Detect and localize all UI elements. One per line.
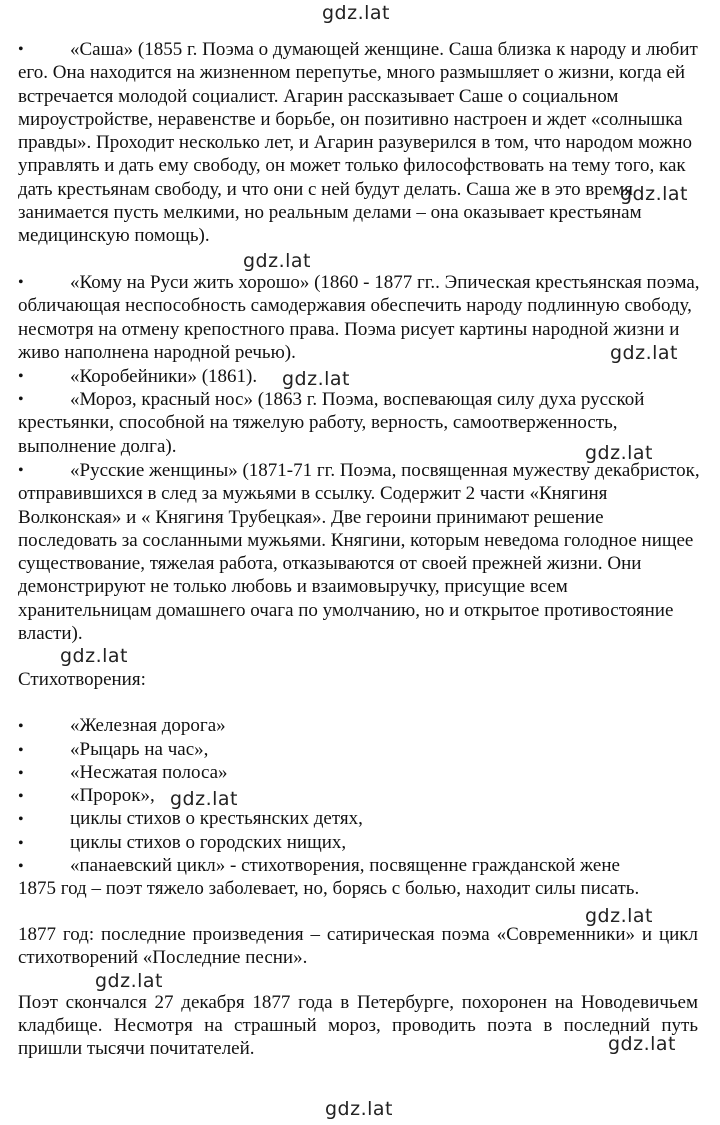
watermark: gdz.lat	[243, 250, 312, 272]
watermark: gdz.lat	[95, 970, 164, 992]
bullet-icon: •	[18, 811, 24, 828]
list-item-text: «Кому на Руси жить хорошо» (1860 - 1877 гг.. Эпическая крестьянская поэма, обличающая неспособность самодержавия обеспечить народу подлинную свободу, несмотря на отмену крепостного права. Поэма рисует картины народной жизни и живо наполнена народной речью).	[18, 272, 700, 363]
list-item-text: циклы стихов о крестьянских детях,	[70, 808, 363, 829]
paragraph: 1875 год – поэт тяжело заболевает, но, борясь с болью, находит силы писать.	[18, 878, 640, 899]
watermark: gdz.lat	[585, 442, 654, 464]
bullet-icon: •	[18, 788, 24, 805]
list-item	[18, 784, 155, 808]
bullet-icon: •	[18, 858, 24, 875]
list-item	[18, 761, 228, 785]
watermark: gdz.lat	[170, 788, 239, 810]
list-item-text: «панаевский цикл» - стихотворения, посвященне гражданской жене	[70, 855, 620, 876]
bullet-icon: •	[18, 41, 24, 58]
list-item	[18, 831, 346, 855]
watermark: gdz.lat	[322, 2, 391, 24]
list-item	[18, 38, 700, 248]
watermark: gdz.lat	[620, 183, 689, 205]
list-item	[18, 459, 700, 645]
list-item-text: «Русские женщины» (1871-71 гг. Поэма, посвященная мужеству декабристок, отправившихся в след за мужьями в ссылку. Содержит 2 части «Княгиня Волконская» и « Княгиня Трубецкая». Две героини принимают решение последовать за сосланными мужьями. Княгини, которым неведома голодное нищее существование, тяжелая работа, отказываются от своей прежней жизни. Они демонстрируют не только любовь и взаимовыручку, присущие всем хранительницам домашнего очага по умолчанию, но и открытое противостояние власти).	[18, 460, 700, 645]
list-item	[18, 854, 620, 878]
list-item-text: «Саша» (1855 г. Поэма о думающей женщине. Саша близка к народу и любит его. Она находится на жизненном перепутье, много размышляет о жизни, когда ей встречается молодой социалист. Агарин рассказывает Саше о социальном мироустройстве, неравенстве и борьбе, он позитивно настроен и ждет «солнышка правды». Проходит несколько лет, и Агарин разуверился в том, что народом можно управлять и дать ему свободу, он может только философствовать на тему того, как дать крестьянам свободу, и что они с ней будут делать. Саша же в это время занимается пусть мелкими, но реальным делами – она оказывает крестьянам медицинскую помощь).	[18, 39, 698, 247]
bullet-icon: •	[18, 274, 24, 291]
list-item-text: «Коробейники» (1861).	[70, 366, 258, 387]
watermark: gdz.lat	[325, 1098, 394, 1120]
bullet-icon: •	[18, 835, 24, 852]
list-item	[18, 388, 700, 458]
list-item-text: циклы стихов о городских нищих,	[70, 832, 347, 853]
bullet-icon: •	[18, 765, 24, 782]
paragraph: 1877 год: последние произведения – сатирическая поэма «Современники» и цикл стихотворений «Последние песни».	[18, 924, 698, 968]
bullet-icon: •	[18, 462, 24, 479]
list-item-text: «Несжатая полоса»	[70, 762, 228, 783]
list-item-text: «Мороз, красный нос» (1863 г. Поэма, воспевающая силу духа русской крестьянки, способной на тяжелую работу, верность, самоотверженность, выполнение долга).	[18, 389, 645, 457]
section-heading: Стихотворения:	[18, 669, 146, 690]
bullet-icon: •	[18, 391, 24, 408]
bullet-icon: •	[18, 742, 24, 759]
list-item	[18, 807, 363, 831]
paragraph: Поэт скончался 27 декабря 1877 года в Петербурге, похоронен на Новодевичьем кладбище. Несмотря на страшный мороз, проводить поэта в последний путь пришли тысячи почитателей.	[18, 992, 698, 1059]
bullet-icon: •	[18, 368, 24, 385]
list-item-text: «Рыцарь на час»,	[70, 739, 209, 760]
list-item	[18, 714, 226, 738]
watermark: gdz.lat	[585, 905, 654, 927]
list-item-text: «Железная дорога»	[70, 715, 226, 736]
list-item-text: «Пророк»,	[70, 785, 155, 806]
watermark: gdz.lat	[610, 342, 679, 364]
list-item	[18, 365, 700, 388]
list-item	[18, 738, 208, 762]
list-item	[18, 271, 700, 364]
bullet-icon: •	[18, 718, 24, 735]
watermark: gdz.lat	[60, 645, 129, 667]
watermark: gdz.lat	[608, 1033, 677, 1055]
watermark: gdz.lat	[282, 368, 351, 390]
